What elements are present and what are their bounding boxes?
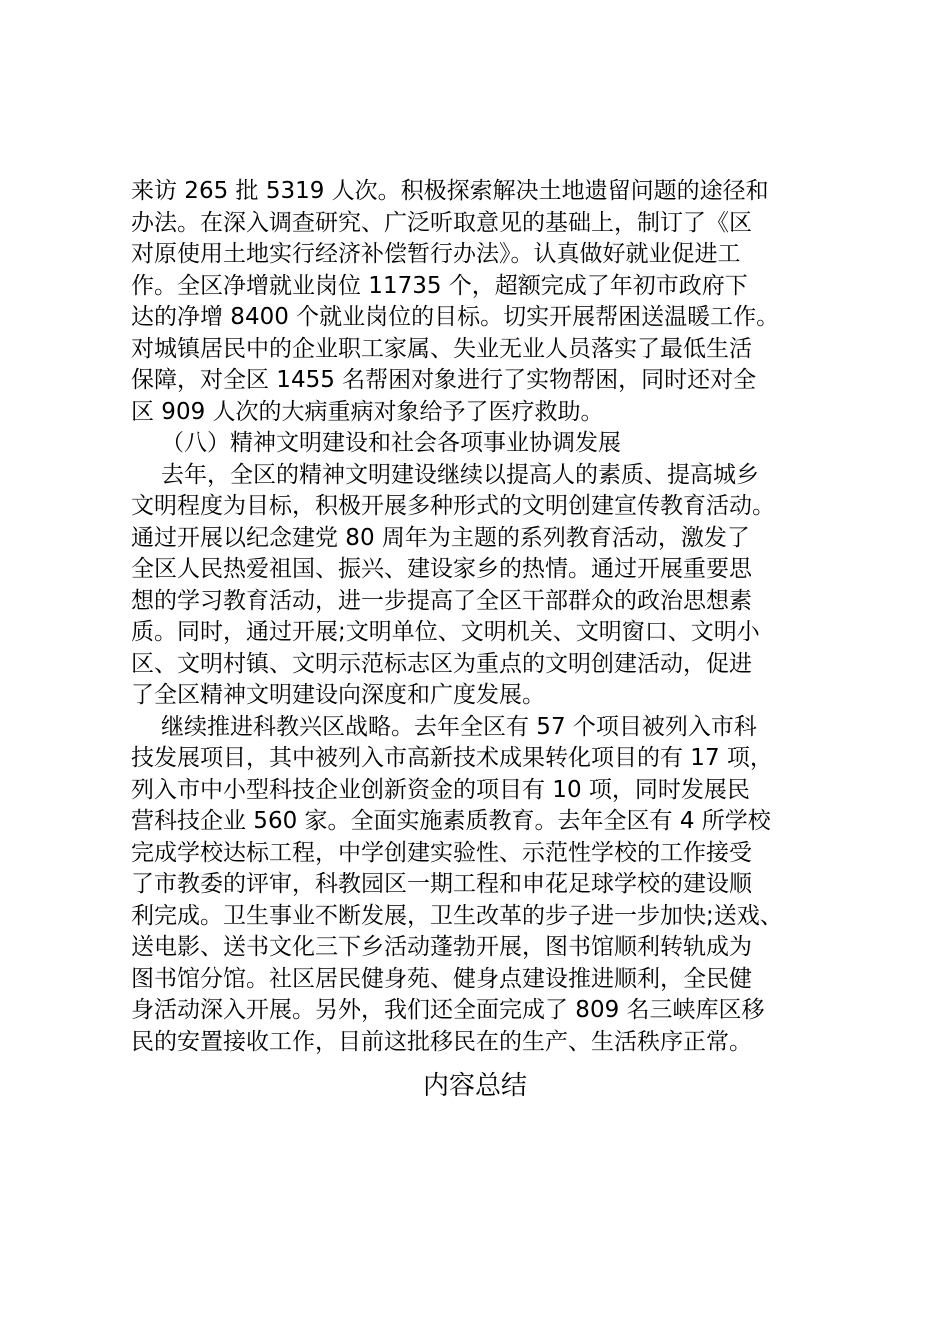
text-line: 去年，全区的精神文明建设继续以提高人的素质、提高城乡 bbox=[161, 461, 759, 488]
text-line: 区、文明村镇、文明示范标志区为重点的文明创建活动，促进 bbox=[131, 650, 752, 677]
text-line: 区 909 人次的大病重病对象给予了医疗救助。 bbox=[131, 398, 604, 425]
text-line: 民的安置接收工作，目前这批移民在的生产、生活秩序正常。 bbox=[131, 1028, 752, 1055]
section-heading: （八）精神文明建设和社会各项事业协调发展 bbox=[161, 430, 621, 456]
text-line: 了市教委的评审，科教园区一期工程和申花足球学校的建设顺 bbox=[131, 871, 752, 897]
text-line: 通过开展以纪念建党 80 周年为主题的系列教育活动，激发了 bbox=[131, 524, 750, 551]
text-line: 想的学习教育活动，进一步提高了全区干部群众的政治思想素 bbox=[131, 587, 752, 614]
text-line: 列入市中小型科技企业创新资金的项目有 10 项，同时发展民 bbox=[131, 776, 750, 803]
text-line: 营科技企业 560 家。全面实施素质教育。去年全区有 4 所学校 bbox=[131, 808, 771, 834]
body-text bbox=[131, 176, 831, 1058]
text-line: 办法。在深入调查研究、广泛听取意见的基础上，制订了《区 bbox=[131, 209, 752, 236]
text-line: 技发展项目，其中被列入市高新技术成果转化项目的有 17 项， bbox=[131, 745, 773, 771]
text-line: 了全区精神文明建设向深度和广度发展。 bbox=[131, 682, 545, 708]
text-line: 完成学校达标工程，中学创建实验性、示范性学校的工作接受 bbox=[131, 839, 752, 866]
text-line: 全区人民热爱祖国、振兴、建设家乡的热情。通过开展重要思 bbox=[131, 556, 752, 582]
text-line: 作。全区净增就业岗位 11735 个，超额完成了年初市政府下 bbox=[131, 272, 748, 299]
text-line: 身活动深入开展。另外，我们还全面完成了 809 名三峡库区移 bbox=[131, 997, 765, 1023]
text-line: 对原使用土地实行经济补偿暂行办法》。认真做好就业促进工 bbox=[131, 241, 741, 267]
text-line: 对城镇居民中的企业职工家属、失业无业人员落实了最低生活 bbox=[131, 335, 752, 362]
text-line: 继续推进科教兴区战略。去年全区有 57 个项目被列入市科 bbox=[161, 713, 757, 740]
text-line: 质。同时，通过开展;文明单位、文明机关、文明窗口、文明小 bbox=[131, 619, 760, 645]
text-line: 保障，对全区 1455 名帮困对象进行了实物帮困，同时还对全 bbox=[131, 367, 757, 393]
text-line: 图书馆分馆。社区居民健身苑、健身点建设推进顺利，全民健 bbox=[131, 965, 752, 992]
text-line: 来访 265 批 5319 人次。积极探索解决土地遗留问题的途径和 bbox=[131, 178, 769, 204]
text-line: 达的净增 8400 个就业岗位的目标。切实开展帮困送温暖工作。 bbox=[131, 304, 780, 330]
text-line: 利完成。卫生事业不断发展，卫生改革的步子进一步加快;送戏、 bbox=[131, 902, 783, 929]
text-line: 文明程度为目标，积极开展多种形式的文明创建宣传教育活动。 bbox=[131, 493, 775, 519]
summary-title: 内容总结 bbox=[422, 1071, 527, 1101]
text-line: 送电影、送书文化三下乡活动蓬勃开展，图书馆顺利转轨成为 bbox=[131, 934, 752, 960]
